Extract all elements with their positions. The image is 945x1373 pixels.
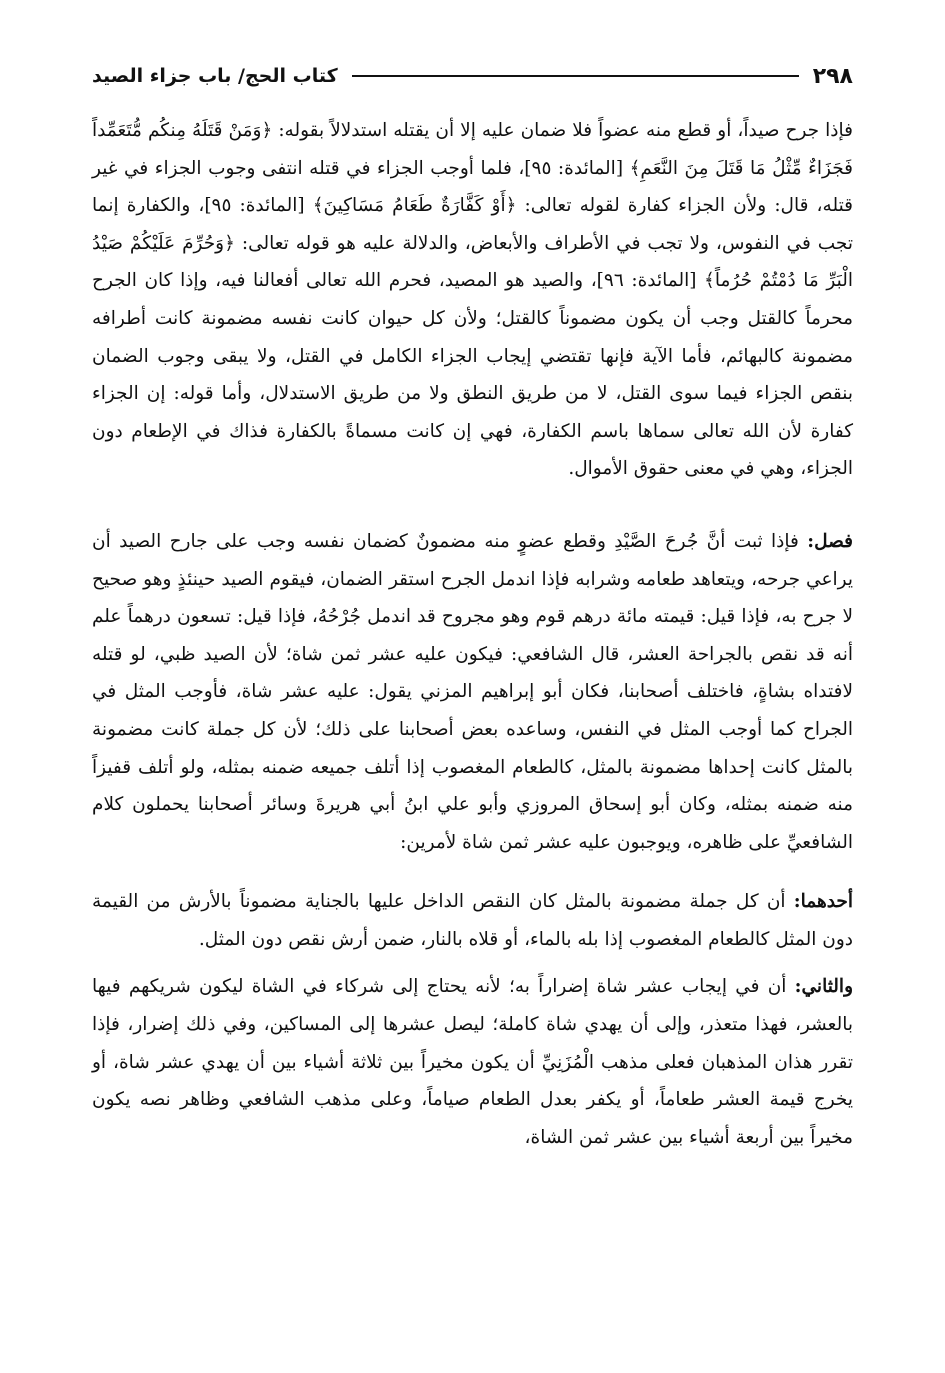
header-rule	[352, 75, 799, 77]
running-title: كتاب الحج/ باب جزاء الصيد	[92, 65, 338, 87]
page-number: ٢٩٨	[812, 63, 853, 89]
paragraph-text: فإذا ثبت أنَّ جُرحَ الصَّيْدِ وقطع عضوٍ منه مضمونٌ كضمان نفسه وجب على جارح الصيد أن يراعي جرحه، ويتعاهد طعامه وشرابه فإذا اندمل الجرح استقر الضمان، فيقوم الصيد حينئذٍ وهو صحيح لا جرح به، فإذا قيل: قيمته مائة درهم قوم وهو مجروح قد اندمل جُرْحُهُ، فإذا قيل: تسعون درهماً علم أنه قد نقص بالجراحة العشر، قال الشافعي: فيكون عليه عشر ثمن شاة؛ لأن الصيد ظبي، لو قتله لافتداه بشاةٍ، فاختلف أصحابنا، فكان أبو إبراهيم المزني يقول: عليه عشر شاة، فأوجب المثل في الجراح كما أوجب المثل في النفس، وساعده بعض أصحابنا على ذلك؛ لأن كل جملة كانت مضمونة بالمثل كانت إحداها مضمونة بالمثل، كالطعام المغصوب إذا أتلف جميعه ضمنه بمثله، ولو أتلف قفيزاً منه ضمنه بمثله، وكان أبو إسحاق المروزي وأبو علي ابنُ أبي هريرةَ وسائر أصحابنا يحملون كلام الشافعيِّ على ظاهره، ويوجبون عليه عشر ثمن شاة لأمرين:	[92, 530, 853, 853]
paragraph-text: أن كل جملة مضمونة بالمثل كان النقص الداخل عليها بالجناية مضموناً بالأرش من القيمة دون المثل كالطعام المغصوب إذا بله بالماء، أو قلاه بالنار، ضمن أرش نقص دون المثل.	[92, 891, 853, 950]
section-lead-first: أحدهما:	[793, 891, 853, 913]
paragraph-second-reason	[92, 968, 853, 1156]
section-lead-second: والثاني:	[794, 976, 853, 998]
paragraph-text: فإذا جرح صيداً، أو قطع منه عضواً فلا ضمان عليه إلا أن يقتله استدلالاً بقوله: ﴿وَمَنْ قَتَلَهُ مِنكُم مُّتَعَمِّداً فَجَزَاءٌ مِّثْلُ مَا قَتَلَ مِنَ النَّعَمِ﴾ [المائدة: ٩٥]، فلما أوجب الجزاء في قتله انتفى وجوب الجزاء في غير قتله، قال: ولأن الجزاء كفارة لقوله تعالى: ﴿أَوْ كَفَّارَةٌ طَعَامُ مَسَاكِينَ﴾ [المائدة: ٩٥]، والكفارة إنما تجب في النفوس، ولا تجب في الأطراف والأبعاض، والدلالة عليه هو قوله تعالى: ﴿وَحُرِّمَ عَلَيْكُمْ صَيْدُ الْبَرِّ مَا دُمْتُمْ حُرُماً﴾ [المائدة: ٩٦]، والصيد هو المصيد، فحرم الله تعالى أفعالنا فيه، وإذا كان الجرح محرماً كالقتل وجب أن يكون مضموناً كالقتل؛ ولأن كل حيوان كانت نفسه مضمونة كانت أطرافه مضمونة كالبهائم، فأما الآية فإنها تقتضي إيجاب الجزاء الكامل في القتل، ولا يبقى وجوب الضمان بنقص الجزاء فيما سوى القتل، لا من طريق النطق ولا من طريق الاستدلال، وأما قوله: إن الجزاء كفارة لأن الله تعالى سماها باسم الكفارة، فهي إن كانت مسماةً بالكفارة فذاك في الإطعام دون الجزاء، وهي في معنى حقوق الأموال.	[92, 120, 854, 480]
paragraph-first-reason	[92, 883, 853, 958]
running-header	[92, 56, 853, 96]
section-lead-fasl: فصل:	[807, 530, 853, 552]
paragraph-fasl	[92, 523, 853, 861]
paragraph-jarh-sayd	[92, 112, 853, 488]
paragraph-text: أن في إيجاب عشر شاة إضراراً به؛ لأنه يحتاج إلى شركاء في الشاة ليكون شريكهم فيها بالعشر، فهذا متعذر، وإلى أن يهدي شاة كاملة؛ ليصل عشرها إلى المساكين، وفي ذلك إضرار، فإذا تقرر هذان المذهبان فعلى مذهب الْمُزَنِيِّ أن يكون مخيراً بين ثلاثة أشياء بين أن يهدي عشر شاة، أو يخرج قيمة العشر طعاماً، أو يكفر بعدل الطعام صياماً، وعلى مذهب الشافعي وظاهر نصه يكون مخيراً بين أربعة أشياء بين عشر ثمن الشاة،	[92, 976, 853, 1148]
text-body	[92, 112, 853, 1156]
